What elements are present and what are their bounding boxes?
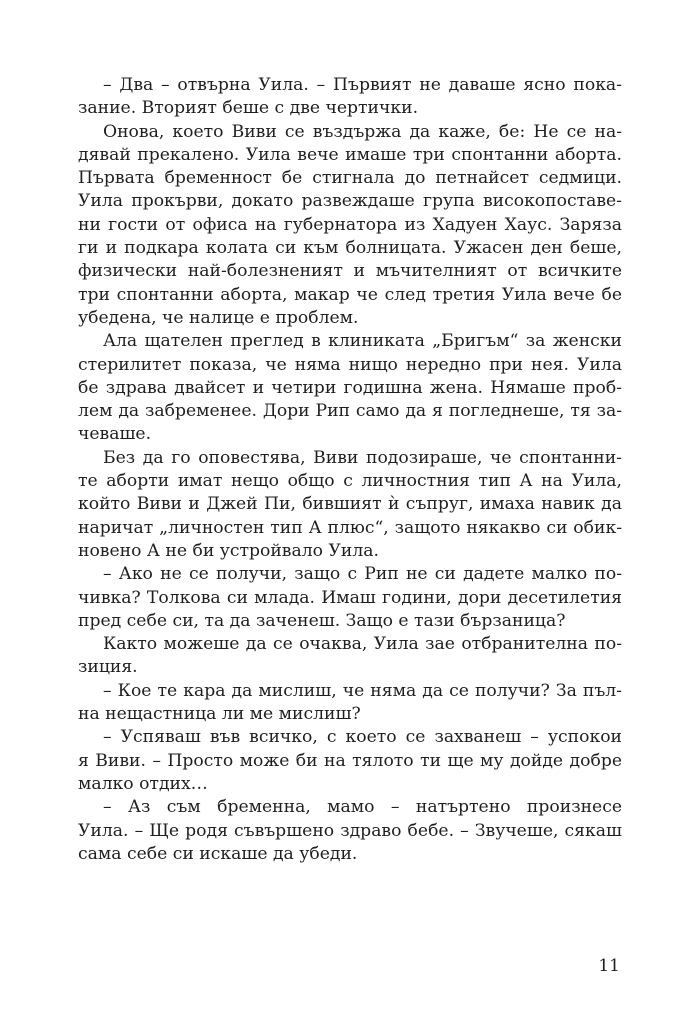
- text-line: наричат „личностен тип А плюс“, защото някакво си обик-: [78, 517, 622, 538]
- text-line: който Виви и Джей Пи, бившият ѝ съпруг, имаха навик да: [78, 494, 622, 515]
- text-line: ни гости от офиса на губернатора из Хадуен Хаус. Заряза: [78, 214, 622, 235]
- text-line: зание. Вторият беше с две чертички.: [78, 98, 419, 119]
- text-line: стерилитет показа, че няма нищо нередно при нея. Уила: [78, 354, 622, 375]
- text-line: малко отдих…: [78, 773, 208, 794]
- body-text: [78, 74, 622, 866]
- text-line: Уила прокърви, докато развеждаше група високопоставе-: [78, 191, 622, 212]
- text-line: – Успяваш във всичко, с което се захванеш – успокои: [103, 727, 622, 748]
- text-line: я Виви. – Просто може би на тялото ти ще му дойде добре: [78, 750, 622, 771]
- text-line: те аборти имат нещо общо с личностния тип А на Уила,: [78, 471, 622, 492]
- text-line: новено А не би устройвало Уила.: [78, 540, 379, 561]
- text-line: – Кое те кара да мислиш, че няма да се получи? За пъл-: [103, 680, 622, 701]
- text-line: на нещастница ли ме мислиш?: [78, 704, 361, 725]
- page-number: 11: [598, 956, 620, 976]
- text-line: бе здрава двайсет и четири годишна жена. Нямаше проб-: [78, 377, 622, 398]
- text-line: дявай прекалено. Уила вече имаше три спонтанни аборта.: [78, 144, 622, 165]
- text-line: Уила. – Ще родя съвършено здраво бебе. – Звучеше, сякаш: [78, 820, 622, 841]
- text-line: Онова, което Виви се въздържа да каже, бе: Не се на-: [103, 121, 622, 142]
- text-line: Ала щателен преглед в клиниката „Бригъм“ за женски: [103, 331, 622, 352]
- text-line: пред себе си, та да заченеш. Защо е тази бързаница?: [78, 610, 566, 631]
- text-line: чивка? Толкова си млада. Имаш години, дори десетилетия: [78, 587, 622, 608]
- text-line: физически най-болезненият и мъчителният от всичките: [78, 261, 622, 282]
- text-line: Както можеше да се очаква, Уила зае отбранителна по-: [103, 634, 622, 655]
- text-line: Първата бременност бе стигнала до петнайсет седмици.: [78, 168, 622, 189]
- text-line: три спонтанни аборта, макар че след третия Уила вече бе: [78, 284, 622, 305]
- text-line: лем да забременее. Дори Рип само да я погледнеше, тя за-: [78, 401, 622, 422]
- text-line: чеваше.: [78, 424, 152, 445]
- text-line: – Ако не се получи, защо с Рип не си дадете малко по-: [103, 564, 622, 585]
- text-line: ги и подкара колата си към болницата. Ужасен ден беше,: [78, 238, 622, 259]
- text-line: зиция.: [78, 657, 138, 678]
- text-line: убедена, че налице е проблем.: [78, 307, 359, 328]
- text-line: Без да го оповестява, Виви подозираше, че спонтанни-: [103, 447, 622, 468]
- text-line: – Аз съм бременна, мамо – натъртено произнесе: [103, 797, 622, 818]
- text-line: – Два – отвърна Уила. – Първият не даваше ясно пока-: [103, 75, 622, 95]
- text-line: сама себе си искаше да убеди.: [78, 843, 358, 864]
